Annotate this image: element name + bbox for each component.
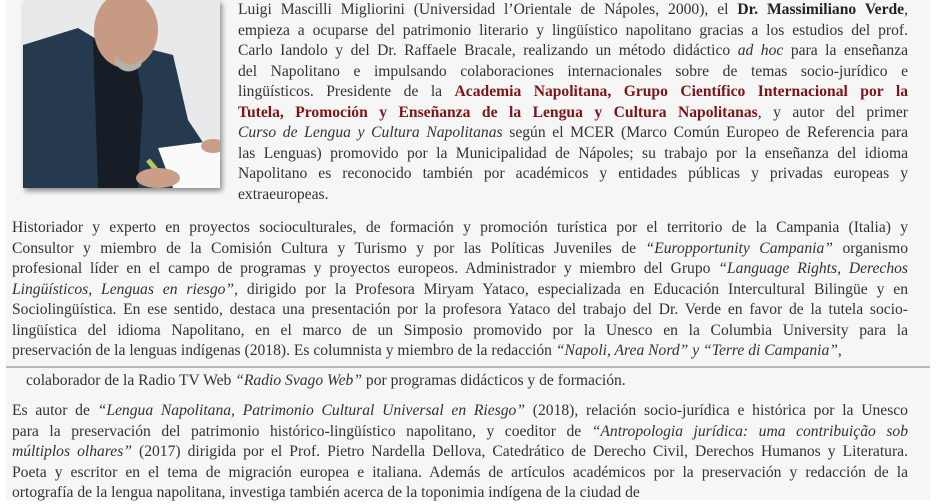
author-photo-image	[23, 0, 220, 188]
bio-paragraph-3	[26, 371, 906, 392]
text-line	[12, 259, 908, 280]
text-line	[238, 62, 908, 83]
text-segment: para la preservación del patrimonio histórico-lingüístico napolitano, y coeditor de	[12, 422, 592, 440]
text-segment: del Napolitano e impulsando colaboraciones internacionales sobre de temas socio-jurídico e	[238, 62, 908, 80]
text-line	[238, 123, 908, 144]
text-line	[238, 82, 908, 103]
italic-title: “Napoli, Area Nord” y “Terre di Campania”	[555, 342, 838, 359]
text-segment: (2018), relación socio-jurídica e histórica por la Unesco	[525, 402, 908, 419]
academy-name: Academia Napolitana, Grupo Científico Internacional por la	[454, 83, 908, 100]
italic-title: “Lengua Napolitana, Patrimonio Cultural Universal en Riesgo”	[97, 402, 526, 419]
text-segment: ,	[837, 342, 842, 359]
italic-title: Curso de Lengua y Cultura Napolitanas	[238, 124, 503, 141]
text-segment: ,	[904, 1, 908, 18]
text-segment: lingüísticos. Presidente de la	[238, 83, 455, 100]
text-line	[12, 401, 908, 422]
text-line	[26, 371, 906, 392]
text-segment: según el MCER (Marco Común Europeo de Referencia para	[502, 124, 908, 141]
text-line	[12, 218, 908, 239]
academy-name: Tutela, Promoción y Enseñanza de la Lengua y Cultura Napolitanas	[238, 103, 758, 121]
bio-paragraph-2	[12, 218, 908, 362]
text-segment: lingüística del idioma Napolitano, en el marco de un Simposio promovido por la Unesco en la Columbia University para la	[12, 321, 908, 339]
text-line	[238, 164, 908, 185]
bio-paragraph-4	[12, 401, 908, 504]
italic-title: múltiplos olhares”	[12, 443, 132, 460]
text-segment: Historiador y experto en proyectos socioculturales, de formación y promoción turística por el territorio de la Campania (Italia) y	[12, 219, 908, 236]
text-line	[12, 442, 908, 463]
text-segment: Es autor de	[12, 402, 98, 419]
text-segment: colaborador de la Radio TV Web	[26, 372, 236, 389]
text-line	[12, 422, 908, 443]
text-segment: ortografía de la lengua napolitana, investiga también acerca de la toponimia indígena de la ciudad de	[12, 484, 640, 501]
italic-title: “Language Rights, Derechos	[718, 260, 908, 277]
text-line	[12, 321, 908, 342]
text-segment: Sociolingüística. En ese sentido, destaca una presentación por la profesora Yataco del trabajo del Dr. Verde en favor de la tutela socio-	[12, 301, 908, 318]
author-name: Dr. Massimiliano Verde	[737, 1, 905, 18]
italic-title: ad hoc	[737, 42, 784, 59]
text-segment: preservación de la lenguas indígenas (2018). Es columnista y miembro de la redacción	[12, 342, 556, 359]
text-segment: , y autor del primer	[757, 103, 908, 121]
text-line	[12, 483, 908, 504]
text-segment: , dirigido por la Profesora Miryam Yataco, especializada en Educación Intercultural Bilingüe y en	[234, 280, 908, 298]
text-line	[12, 300, 908, 321]
text-line	[238, 41, 908, 62]
text-segment: Carlo Iandolo y del Dr. Raffaele Bracale, realizando un método didáctico	[238, 42, 738, 59]
text-line	[12, 239, 908, 260]
text-line	[238, 144, 908, 165]
italic-title: “Radio Svago Web”	[235, 372, 362, 389]
text-segment: Consultor y miembro de la Comisión Cultura y Turismo y por las Políticas Juveniles de	[12, 239, 646, 257]
text-segment: Napolitano es reconocido también por académicos y entidades públicas y privadas europeas y	[238, 165, 908, 182]
text-line	[12, 280, 908, 301]
text-segment: extraeuropeas.	[238, 185, 329, 203]
author-photo	[23, 0, 220, 188]
bio-paragraph-1	[238, 0, 908, 205]
text-segment: para la enseñanza	[783, 42, 908, 59]
italic-title: “Antropologia jurídica: uma contribuição sob	[591, 422, 909, 440]
text-segment: Luigi Mascilli Migliorini (Universidad l’Orientale de Nápoles, 2000), el	[238, 1, 738, 18]
italic-title: “Europportunity Campania”	[645, 239, 833, 257]
text-line	[238, 103, 908, 124]
text-segment: las Lenguas) promovido por la Municipalidad de Nápoles; su trabajo por la enseñanza del idioma	[238, 144, 908, 162]
text-segment: organismo	[832, 239, 908, 257]
text-line	[238, 0, 908, 21]
text-segment: profesional líder en el campo de programas y proyectos europeos. Administrador y miembro del Grupo	[12, 260, 719, 277]
text-line	[12, 341, 908, 362]
text-line	[238, 185, 908, 206]
text-segment: por programas didácticos y de formación.	[362, 372, 626, 389]
divider	[6, 366, 930, 368]
text-segment: (2017) dirigida por el Prof. Pietro Nardella Dellova, Catedrático de Derecho Civil, Derechos Humanos y Literatura.	[131, 443, 908, 460]
text-line	[238, 21, 908, 42]
text-line	[12, 463, 908, 484]
italic-title: Lingüísticos, Lenguas en riesgo”	[12, 280, 235, 298]
text-segment: empieza a ocuparse del patrimonio literario y lingüístico napolitano gracias a los estudios del prof.	[238, 21, 908, 39]
text-segment: Poeta y escritor en el tema de migración europea e italiana. Además de artículos académicos por la preservación y redacción de la	[12, 463, 908, 481]
